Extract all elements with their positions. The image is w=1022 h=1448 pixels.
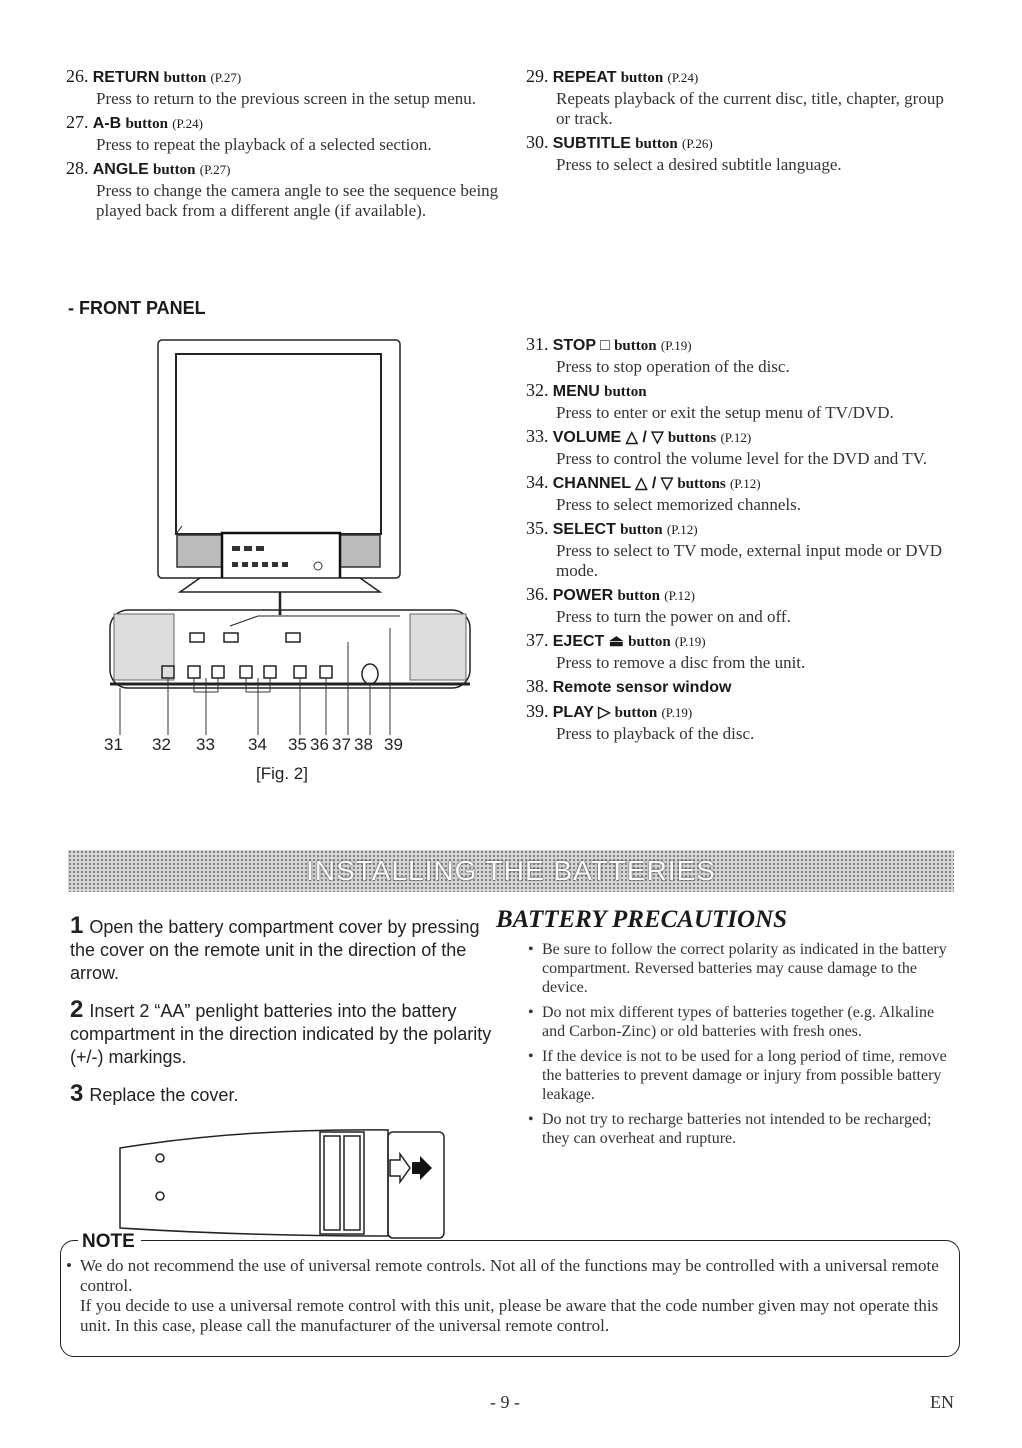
callout-33: 33 — [196, 735, 215, 754]
item-name: CHANNEL △ / ▽ — [552, 475, 674, 492]
list-item: • Do not mix different types of batteries together (e.g. Alkaline and Carbon-Zinc) or old batteries with fresh ones. — [526, 1003, 951, 1041]
item-ref: (P.24) — [667, 70, 699, 85]
arrow-icon — [412, 1156, 432, 1180]
step-1 — [70, 914, 500, 985]
item-number: 39. — [526, 701, 549, 721]
callout-39: 39 — [384, 735, 403, 754]
item-number: 34. — [526, 472, 549, 492]
item-ref: (P.26) — [682, 136, 713, 151]
item-number: 26. — [66, 66, 89, 86]
item-name: ANGLE — [92, 161, 149, 178]
item-36 — [526, 584, 956, 627]
item-ref: (P.12) — [729, 476, 761, 491]
item-name: EJECT ⏏ — [552, 633, 624, 650]
note-text — [66, 1256, 946, 1336]
step-3 — [70, 1082, 500, 1107]
precautions-list — [526, 940, 951, 1154]
callout-31: 31 — [104, 735, 123, 754]
item-26 — [66, 66, 506, 109]
item-type: button — [620, 70, 664, 86]
item-number: 29. — [526, 66, 549, 86]
item-type: button — [628, 634, 671, 650]
callout-numbers — [104, 735, 424, 755]
item-number: 28. — [66, 158, 89, 178]
item-name: MENU — [552, 383, 600, 400]
item-number: 37. — [526, 630, 549, 650]
remote-battery-illustration — [116, 1118, 466, 1246]
callout-36: 36 — [310, 735, 329, 754]
front-panel-list — [526, 334, 956, 747]
item-type: button — [614, 338, 657, 354]
item-name: STOP □ — [552, 337, 610, 354]
item-desc: Press to remove a disc from the unit. — [556, 653, 806, 672]
item-type: buttons — [677, 476, 726, 492]
item-number: 36. — [526, 584, 549, 604]
list-item: • Do not try to recharge batteries not intended to be recharged; they can overheat and rupture. — [526, 1110, 951, 1148]
step-text: Open the battery compartment cover by pressing the cover on the remote unit in the direction of the arrow. — [70, 917, 480, 983]
item-ref: (P.12) — [666, 522, 698, 537]
item-35 — [526, 518, 956, 581]
item-name: VOLUME △ / ▽ — [552, 429, 664, 446]
item-29 — [526, 66, 956, 129]
item-desc: Repeats playback of the current disc, title, chapter, group or track. — [556, 89, 944, 128]
expanded-panel — [110, 610, 470, 688]
item-type: button — [604, 384, 647, 400]
list-item: • Be sure to follow the correct polarity as indicated in the battery compartment. Reversed batteries may cause damage to the device. — [526, 940, 951, 997]
item-name: SELECT — [552, 521, 616, 538]
item-type: button — [163, 70, 207, 86]
section-banner-title: INSTALLING THE BATTERIES — [306, 855, 716, 886]
item-desc: Press to stop operation of the disc. — [556, 357, 790, 376]
item-ref: (P.27) — [199, 162, 231, 177]
item-desc: Press to playback of the disc. — [556, 724, 755, 743]
item-number: 32. — [526, 380, 549, 400]
item-32 — [526, 380, 956, 423]
item-name: POWER — [552, 587, 614, 604]
list-item: • If the device is not to be used for a long period of time, remove the batteries to prevent damage or injury from possible battery leakage. — [526, 1047, 951, 1104]
item-ref: (P.19) — [674, 634, 706, 649]
item-ref: (P.27) — [210, 70, 242, 85]
item-desc: Press to enter or exit the setup menu of TV/DVD. — [556, 403, 894, 422]
item-name: Remote sensor window — [552, 679, 732, 696]
note-paragraph-2: If you decide to use a universal remote control with this unit, please be aware that the code number given may not operate this unit. In this case, please call the manufacturer of the universal remote control. — [80, 1296, 939, 1335]
language-code: EN — [930, 1392, 954, 1412]
callout-38: 38 — [354, 735, 373, 754]
item-type: buttons — [667, 430, 717, 446]
bullet-icon: • — [66, 1256, 72, 1275]
item-number: 33. — [526, 426, 549, 446]
item-ref: (P.24) — [172, 116, 203, 131]
item-39 — [526, 701, 956, 744]
item-ref: (P.19) — [661, 705, 693, 720]
item-27 — [66, 112, 506, 155]
item-desc: Press to return to the previous screen in the setup menu. — [96, 89, 477, 108]
callout-32: 32 — [152, 735, 171, 754]
item-number: 27. — [66, 112, 89, 132]
section-banner — [68, 850, 954, 892]
item-name: SUBTITLE — [552, 135, 631, 152]
item-desc: Press to control the volume level for the DVD and TV. — [556, 449, 927, 468]
item-type: button — [620, 522, 663, 538]
step-text: Replace the cover. — [89, 1085, 239, 1105]
item-desc: Press to change the camera angle to see the sequence being played back from a different angle (if available). — [96, 181, 499, 220]
note-paragraph-1: We do not recommend the use of universal remote controls. Not all of the functions may be controlled with a universal remote control. — [80, 1256, 939, 1295]
item-38 — [526, 676, 956, 698]
top-left-column — [66, 66, 506, 224]
page-number: - 9 - — [490, 1392, 520, 1412]
step-number: 2 — [70, 996, 84, 1023]
item-type: button — [125, 116, 168, 132]
item-31 — [526, 334, 956, 377]
item-desc: Press to repeat the playback of a selected section. — [96, 135, 432, 154]
item-number: 30. — [526, 132, 549, 152]
item-28 — [66, 158, 506, 221]
item-number: 35. — [526, 518, 549, 538]
precautions-title: BATTERY PRECAUTIONS — [496, 906, 788, 933]
item-desc: Press to select memorized channels. — [556, 495, 802, 514]
item-ref: (P.12) — [664, 588, 695, 603]
item-37 — [526, 630, 956, 673]
item-type: button — [617, 588, 660, 604]
callout-34: 34 — [248, 735, 267, 754]
item-desc: Press to select a desired subtitle language. — [556, 155, 842, 174]
item-name: PLAY ▷ — [552, 704, 611, 721]
callout-37: 37 — [332, 735, 351, 754]
item-number: 38. — [526, 676, 549, 696]
item-ref: (P.19) — [660, 338, 692, 353]
item-33 — [526, 426, 956, 469]
item-30 — [526, 132, 956, 175]
item-name: RETURN — [92, 69, 160, 86]
note-label: NOTE — [78, 1231, 141, 1253]
item-number: 31. — [526, 334, 549, 354]
step-2 — [70, 998, 500, 1069]
top-right-column — [526, 66, 956, 178]
item-ref: (P.12) — [720, 430, 752, 445]
item-type: button — [614, 705, 658, 721]
item-type: button — [635, 136, 678, 152]
item-type: button — [153, 162, 196, 178]
step-text: Insert 2 “AA” penlight batteries into the battery compartment in the direction indicated by the polarity (+/-) markings. — [70, 1001, 492, 1067]
item-name: REPEAT — [552, 69, 617, 86]
front-panel-title: - FRONT PANEL — [68, 298, 206, 318]
tv-illustration — [158, 340, 400, 615]
callout-35: 35 — [288, 735, 307, 754]
item-desc: Press to turn the power on and off. — [556, 607, 791, 626]
step-number: 1 — [70, 912, 84, 939]
step-number: 3 — [70, 1080, 84, 1107]
item-34 — [526, 472, 956, 515]
figure-caption: [Fig. 2] — [256, 764, 308, 783]
item-name: A-B — [92, 115, 122, 132]
item-desc: Press to select to TV mode, external input mode or DVD mode. — [556, 541, 943, 580]
